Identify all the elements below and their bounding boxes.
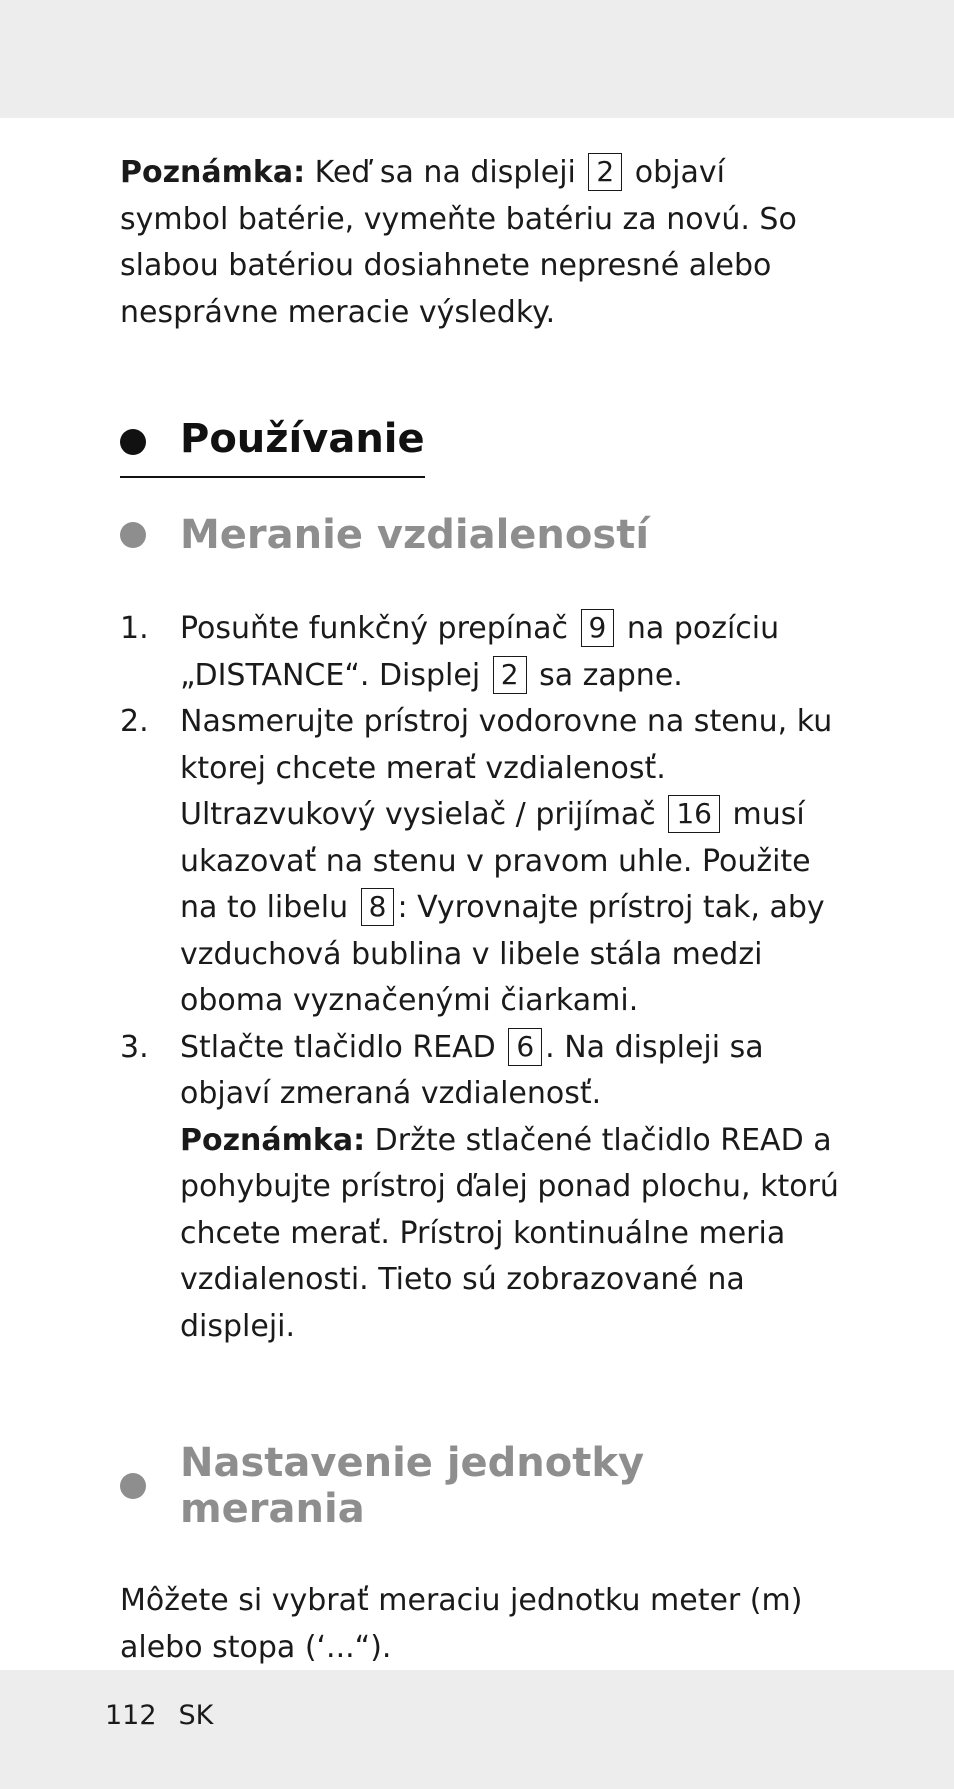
language-code: SK <box>178 1700 214 1731</box>
page-content <box>120 150 840 1671</box>
heading-bullet-icon <box>120 522 146 548</box>
step-number: 2. <box>120 704 149 739</box>
step-number: 1. <box>120 611 149 646</box>
battery-note: Poznámka: Keď sa na displeji 2 objaví symbol batérie, vymeňte batériu za novú. So slabou batériou dosiahnete nepresné alebo nesprávne meracie výsledky. <box>120 155 797 330</box>
heading-unit <box>120 1440 840 1532</box>
distance-steps <box>120 606 840 1350</box>
ref-spirit-level: 8 <box>361 888 395 926</box>
heading-distance <box>120 512 840 558</box>
heading-distance-title: Meranie vzdialeností <box>180 512 650 558</box>
ref-ultrasonic-sensor: 16 <box>668 795 720 833</box>
heading-bullet-icon <box>120 1473 146 1499</box>
unit-text: Môžete si vybrať meraciu jednotku meter (m) alebo stopa (‘...“). <box>120 1583 803 1665</box>
list-item: 2. Nasmerujte prístroj vodorovne na stenu, ku ktorej chcete merať vzdialenosť. Ultrazvukový vysielač / prijímač 16 musí ukazovať na stenu v pravom uhle. Použite na to libelu 8 : Vyrovnajte prístroj tak, aby vzduchová bublina v libele stála medzi oboma vyznačenými čiarkami. <box>120 699 840 1025</box>
heading-usage <box>120 416 840 478</box>
ref-display: 2 <box>588 153 622 191</box>
step-number: 3. <box>120 1029 149 1065</box>
heading-bullet-icon <box>120 429 146 455</box>
page-footer <box>105 1700 213 1731</box>
list-item: 3. Stlačte tlačidlo READ 6 . Na displeji sa objaví zmeraná vzdialenosť. Poznámka: Držte stlačené tlačidlo READ a pohybujte prístroj ďalej ponad plochu, ktorú chcete merať. Prístroj kontinuálne meria vzdialenosti. Tieto sú zobrazované na displeji. <box>120 1025 840 1351</box>
note-label: Poznámka: <box>180 1122 366 1158</box>
note-label: Poznámka: <box>120 155 306 190</box>
heading-usage-title: Používanie <box>180 416 425 462</box>
page-number: 112 <box>105 1700 157 1731</box>
heading-unit-title: Nastavenie jednotky merania <box>180 1440 645 1532</box>
top-band <box>0 0 954 118</box>
list-item: 1. Posuňte funkčný prepínač 9 na pozíciu „DISTANCE“. Displej 2 sa zapne. <box>120 606 840 699</box>
ref-display: 2 <box>493 656 527 694</box>
ref-read-button: 6 <box>508 1028 542 1066</box>
ref-function-switch: 9 <box>581 609 615 647</box>
